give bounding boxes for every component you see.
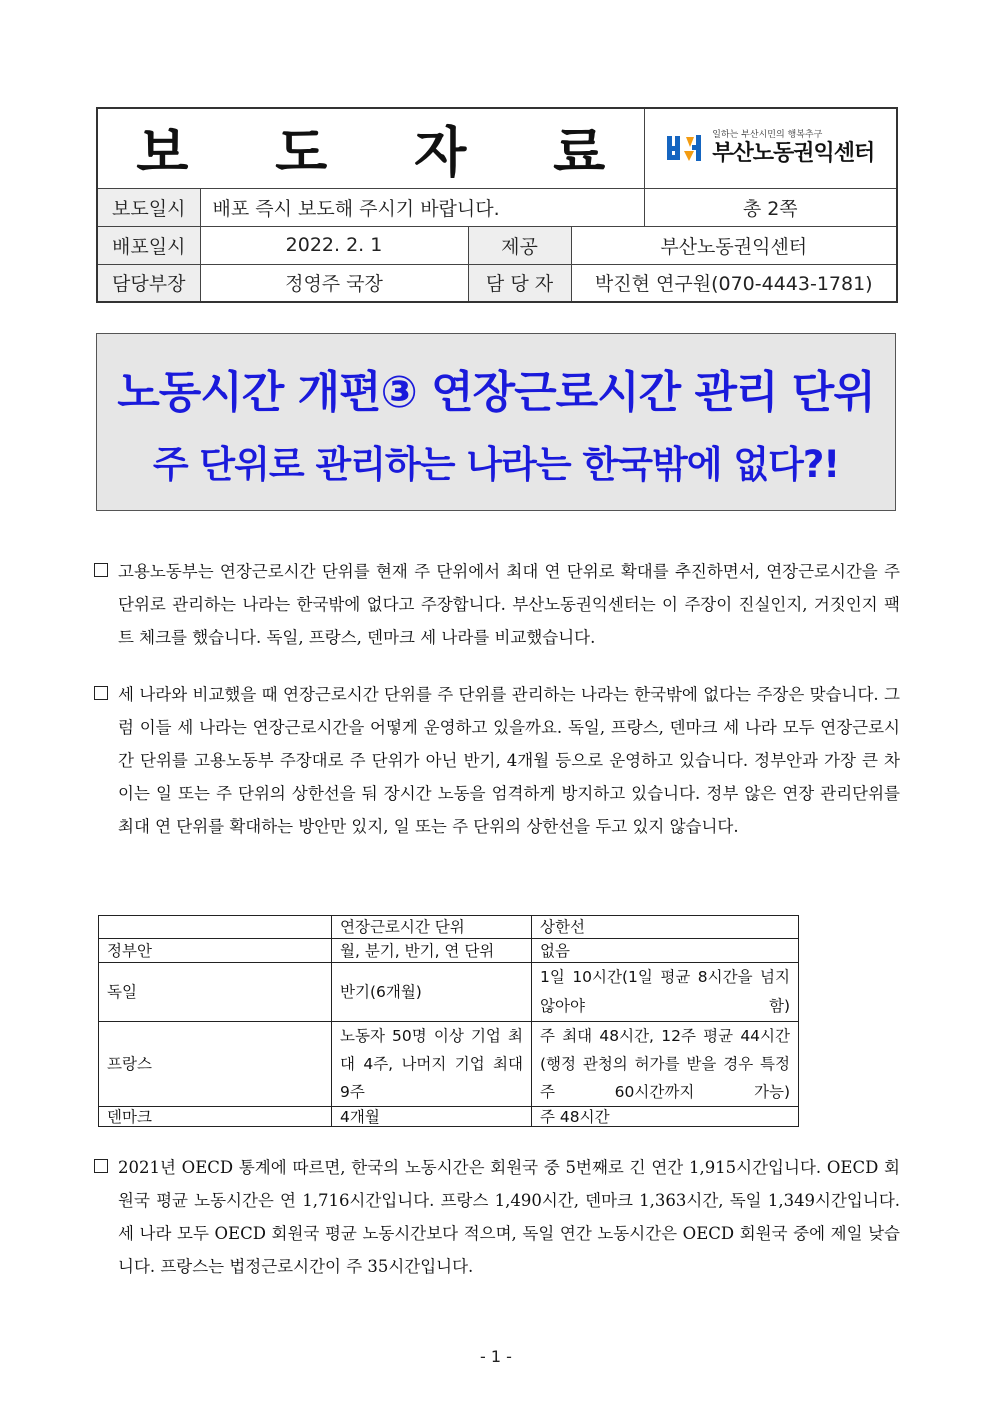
table-header-row <box>99 916 799 939</box>
table-row <box>99 963 799 1022</box>
table-header-cell: 상한선 <box>532 916 799 939</box>
date-value: 2022. 2. 1 <box>200 226 468 264</box>
logo-slogan: 일하는 부산시민의 행복추구 <box>712 130 823 141</box>
checkbox-bullet-icon <box>94 686 108 700</box>
press-release-header <box>96 107 898 303</box>
release-value: 배포 즉시 보도해 주시기 바랍니다. <box>200 188 644 226</box>
date-label: 배포일시 <box>97 226 200 264</box>
table-header-cell <box>99 916 332 939</box>
table-row <box>99 939 799 963</box>
manager-value: 정영주 국장 <box>200 264 468 302</box>
country-cell: 정부안 <box>99 939 332 963</box>
headline-line1: 노동시간 개편③ 연장근로시간 관리 단위 <box>117 367 875 418</box>
unit-cell: 월, 분기, 반기, 연 단위 <box>332 939 532 963</box>
table-row <box>99 1022 799 1107</box>
page-count: 총 2쪽 <box>644 188 897 226</box>
country-cell: 독일 <box>99 963 332 1022</box>
paragraph-2 <box>94 678 900 843</box>
paragraph-1 <box>94 555 900 654</box>
provider-label: 제공 <box>468 226 571 264</box>
paragraph-text: 세 나라와 비교했을 때 연장근로시간 단위를 주 단위를 관리하는 나라는 한국밖에 없다는 주장은 맞습니다. 그럼 이들 세 나라는 연장근로시간을 어떻게 운영하고 있을까요. 독일, 프랑스, 덴마크 세 나라 모두 연장근로시간 단위를 고용노동부 주장대로 주 단위가 아닌 반기, 4개월 등으로 운영하고 있습니다. 정부안과 가장 큰 차이는 일 또는 주 단위의 상한선을 둬 장시간 노동을 엄격하게 방지하고 있습니다. 정부 않은 연장 관리단위를 최대 연 단위를 확대하는 방안만 있지, 일 또는 주 단위의 상한선을 두고 있지 않습니다. <box>118 685 900 836</box>
country-cell: 덴마크 <box>99 1107 332 1127</box>
contact-value: 박진현 연구원(070-4443-1781) <box>571 264 897 302</box>
paragraph-3 <box>94 1151 900 1283</box>
headline-banner <box>96 333 896 511</box>
unit-cell: 4개월 <box>332 1107 532 1127</box>
limit-cell: 1일 10시간(1일 평균 8시간을 넘지 않아야 함) <box>532 963 799 1022</box>
logo-name: 부산노동권익센터 <box>712 141 875 167</box>
country-cell: 프랑스 <box>99 1022 332 1107</box>
table-header-cell: 연장근로시간 단위 <box>332 916 532 939</box>
page-number: - 1 - <box>480 1347 512 1366</box>
headline-line2: 주 단위로 관리하는 나라는 한국밖에 없다?! <box>152 443 840 486</box>
manager-label: 담당부장 <box>97 264 200 302</box>
paragraph-text: 2021년 OECD 통계에 따르면, 한국의 노동시간은 회원국 중 5번째로 긴 연간 1,915시간입니다. OECD 회원국 평균 노동시간은 연 1,716시간입니다. 프랑스 1,490시간, 덴마크 1,363시간, 독일 1,349시간입니다. 세 나라 모두 OECD 회원국 평균 노동시간보다 적으며, 독일 연간 노동시간은 OECD 회원국 중에 제일 낮습니다. 프랑스는 법정근로시간이 주 35시간입니다. <box>118 1158 900 1276</box>
comparison-table <box>98 915 799 1127</box>
checkbox-bullet-icon <box>94 563 108 577</box>
limit-cell: 주 최대 48시간, 12주 평균 44시간(행정 관청의 허가를 받을 경우 특정주 60시간까지 가능) <box>532 1022 799 1107</box>
organization-logo <box>644 108 897 188</box>
limit-cell: 주 48시간 <box>532 1107 799 1127</box>
unit-cell: 반기(6개월) <box>332 963 532 1022</box>
paragraph-text: 고용노동부는 연장근로시간 단위를 현재 주 단위에서 최대 연 단위로 확대를 추진하면서, 연장근로시간을 주 단위로 관리하는 나라는 한국밖에 없다고 주장합니다. 부산노동권익센터는 이 주장이 진실인지, 거짓인지 팩트 체크를 했습니다. 독일, 프랑스, 덴마크 세 나라를 비교했습니다. <box>118 562 900 647</box>
busan-labor-logo-icon <box>666 133 706 163</box>
release-label: 보도일시 <box>97 188 200 226</box>
document-title: 보 도 자 료 <box>97 108 644 188</box>
table-row <box>99 1107 799 1127</box>
limit-cell: 없음 <box>532 939 799 963</box>
contact-label: 담 당 자 <box>468 264 571 302</box>
provider-value: 부산노동권익센터 <box>571 226 897 264</box>
checkbox-bullet-icon <box>94 1159 108 1173</box>
unit-cell: 노동자 50명 이상 기업 최대 4주, 나머지 기업 최대 9주 <box>332 1022 532 1107</box>
